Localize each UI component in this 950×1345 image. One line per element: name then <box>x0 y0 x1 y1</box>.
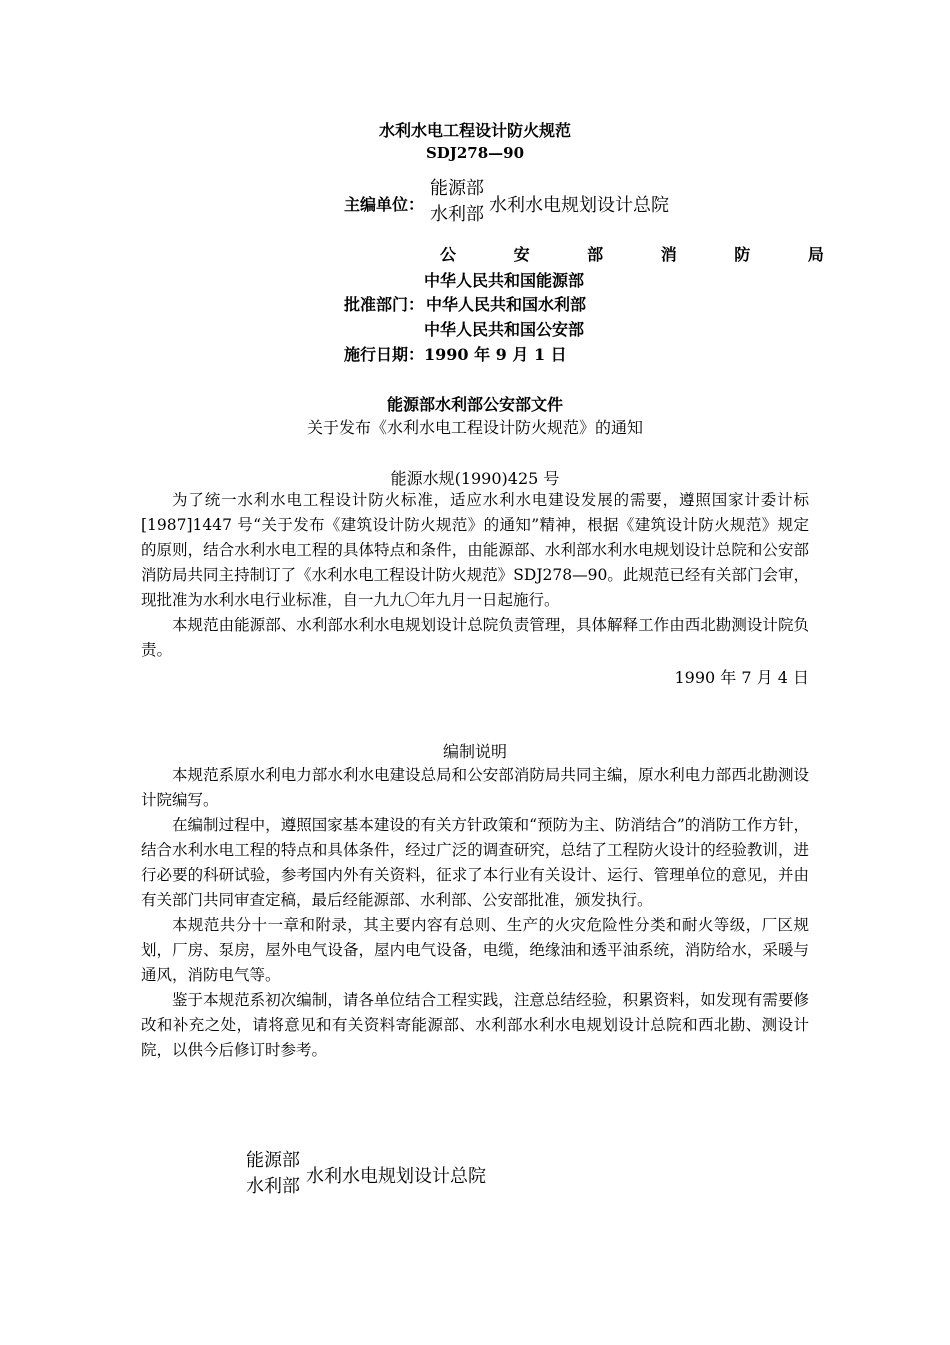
notice-paragraph: 为了统一水利水电工程设计防火标准，适应水利水电建设发展的需要，遵照国家计委计标[1987]1447 号“关于发布《建筑设计防火规范》的通知”精神，根据《建筑设计防火规范》规定的原则，结合水利水电工程的具体特点和条件，由能源部、水利部水利水电规划设计总院和公安部消防局共同主持制订了《水利水电工程设计防火规范》SDJ278—90。此规范已经有关部门会审，现批准为水利水电行业标准，自一九九〇年九月一日起施行。 <box>141 491 809 609</box>
notice-body <box>141 488 809 663</box>
compilation-paragraph: 本规范共分十一章和附录，其主要内容有总则、生产的火灾危险性分类和耐火等级，厂区规划，厂房、泵房，屋外电气设备，屋内电气设备，电缆，绝缘油和透平油系统，消防给水，采暖与通风，消防电气等。 <box>141 916 809 984</box>
effective-date: 施行日期：1990 年 9 月 1 日 <box>344 345 567 364</box>
notice-subheading: 关于发布《水利水电工程设计防火规范》的通知 <box>306 418 643 437</box>
approval-dept-3: 中华人民共和国公安部 <box>424 320 585 339</box>
chief-editor-label: 主编单位： <box>344 195 425 214</box>
compilation-paragraph: 鉴于本规范系初次编制，请各单位结合工程实践，注意总结经验，积累资料，如发现有需要修改和补充之处，请将意见和有关资料寄能源部、水利部水利水电规划设计总院和西北勘、测设计院，以供今后修订时参考。 <box>141 991 809 1059</box>
notice-doc-number: 能源水规(1990)425 号 <box>390 469 560 488</box>
compilation-heading: 编制说明 <box>442 742 507 761</box>
document-code: SDJ278—90 <box>425 144 525 162</box>
notice-heading: 能源部水利部公安部文件 <box>386 395 563 414</box>
chief-editor-org-top: 能源部 <box>430 178 484 199</box>
compilation-paragraph: 在编制过程中，遵照国家基本建设的有关方针政策和“预防为主、防消结合”的消防工作方针，结合水利水电工程的特点和具体条件，经过广泛的调查研究，总结了工程防火设计的经验教训，进行必要的科研试验，参考国内外有关资料，征求了本行业有关设计、运行、管理单位的意见，并由有关部门共同审查定稿，最后经能源部、水利部、公安部批准，颁发执行。 <box>141 816 809 909</box>
signature-org-bottom: 水利部 <box>246 1176 300 1197</box>
notice-date: 1990 年 7 月 4 日 <box>674 668 809 687</box>
signature-org-stack <box>246 1148 300 1200</box>
approval-label: 批准部门： <box>344 295 425 314</box>
document-title: 水利水电工程设计防火规范 <box>378 121 571 140</box>
chief-editor-org-bottom: 水利部 <box>430 204 484 225</box>
compilation-body <box>141 763 809 1063</box>
signature-org-top: 能源部 <box>246 1150 300 1171</box>
compilation-paragraph: 本规范系原水利电力部水利水电建设总局和公安部消防局共同主编，原水利电力部西北勘测设计院编写。 <box>141 766 809 809</box>
chief-editor-org-name: 水利水电规划设计总院 <box>489 195 669 216</box>
notice-paragraph: 本规范由能源部、水利部水利水电规划设计总院负责管理，具体解释工作由西北勘测设计院负责。 <box>141 616 809 659</box>
approval-dept-2: 中华人民共和国水利部 <box>426 295 587 314</box>
chief-editor-second-org: 公 安 部 消 防 局 <box>440 245 850 264</box>
chief-editor-org-stack <box>430 176 484 228</box>
approval-dept-1: 中华人民共和国能源部 <box>424 271 585 290</box>
signature-org-name: 水利水电规划设计总院 <box>306 1166 486 1187</box>
